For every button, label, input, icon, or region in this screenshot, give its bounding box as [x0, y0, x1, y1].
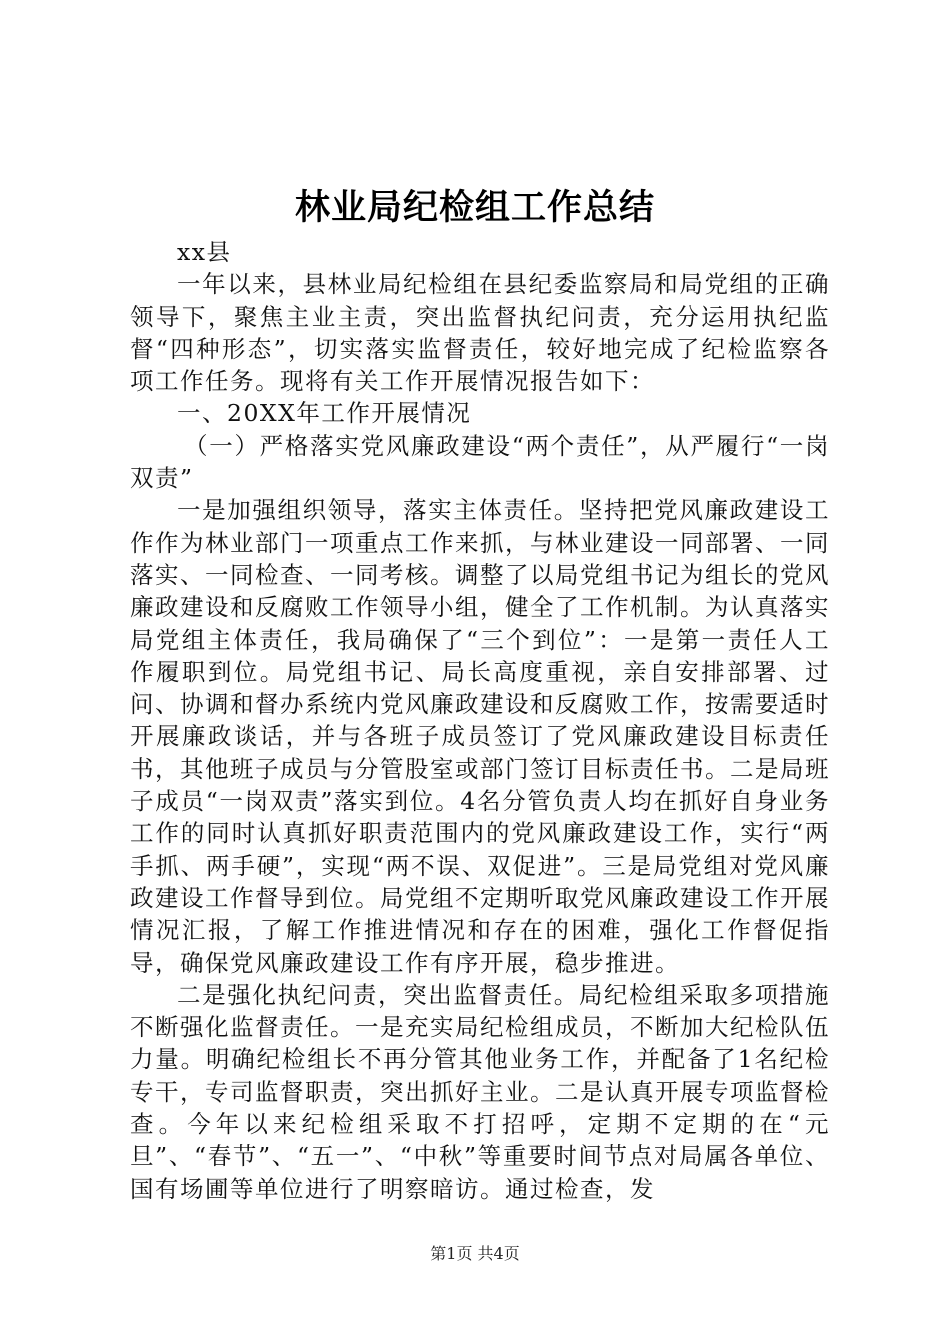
page-footer: 第1页 共4页 — [430, 1244, 520, 1263]
body-paragraph: 一是加强组织领导，落实主体责任。坚持把党风廉政建设工作作为林业部门一项重点工作来抓，与林业建设一同部署、一同落实、一同检查、一同考核。调整了以局党组书记为组长的党风廉政建设和反腐败工作领导小组，健全了工作机制。为认真落实局党组主体责任，我局确保了“三个到位”：一是第一责任人工作履职到位。局党组书记、局长高度重视，亲自安排部署、过问、协调和督办系统内党风廉政建设和反腐败工作，按需要适时开展廉政谈话，并与各班子成员签订了党风廉政建设目标责任书，其他班子成员与分管股室或部门签订目标责任书。二是局班子成员“一岗双责”落实到位。4名分管负责人均在抓好自身业务工作的同时认真抓好职责范围内的党风廉政建设工作，实行“两手抓、两手硬”，实现“两不误、双促进”。三是局党组对党风廉政建设工作督导到位。局党组不定期听取党风廉政建设工作开展情况汇报，了解工作推进情况和存在的困难，强化工作督促指导，确保党风廉政建设工作有序开展，稳步推进。 — [130, 496, 830, 977]
county-label: xx县 — [177, 238, 232, 266]
section-heading: 一、20XX年工作开展情况 — [177, 399, 472, 428]
subsection-heading: （一）严格落实党风廉政建设“两个责任”，从严履行“一岗双责” — [130, 431, 830, 493]
intro-paragraph: 一年以来，县林业局纪检组在县纪委监察局和局党组的正确领导下，聚焦主业主责，突出监督执纪问责，充分运用执纪监督“四种形态”，切实落实监督责任，较好地完成了纪检监察各项工作任务。现将有关工作开展情况报告如下： — [130, 270, 830, 396]
document-body — [130, 236, 830, 1205]
document-title: 林业局纪检组工作总结 — [294, 188, 655, 228]
body-paragraph: 二是强化执纪问责，突出监督责任。局纪检组采取多项措施不断强化监督责任。一是充实局纪检组成员，不断加大纪检队伍力量。明确纪检组长不再分管其他业务工作，并配备了1名纪检专干，专司监督职责，突出抓好主业。二是认真开展专项监督检查。今年以来纪检组采取不打招呼，定期不定期的在“元旦”、“春节”、“五一”、“中秋”等重要时间节点对局属各单位、国有场圃等单位进行了明察暗访。通过检查，发 — [130, 980, 830, 1203]
